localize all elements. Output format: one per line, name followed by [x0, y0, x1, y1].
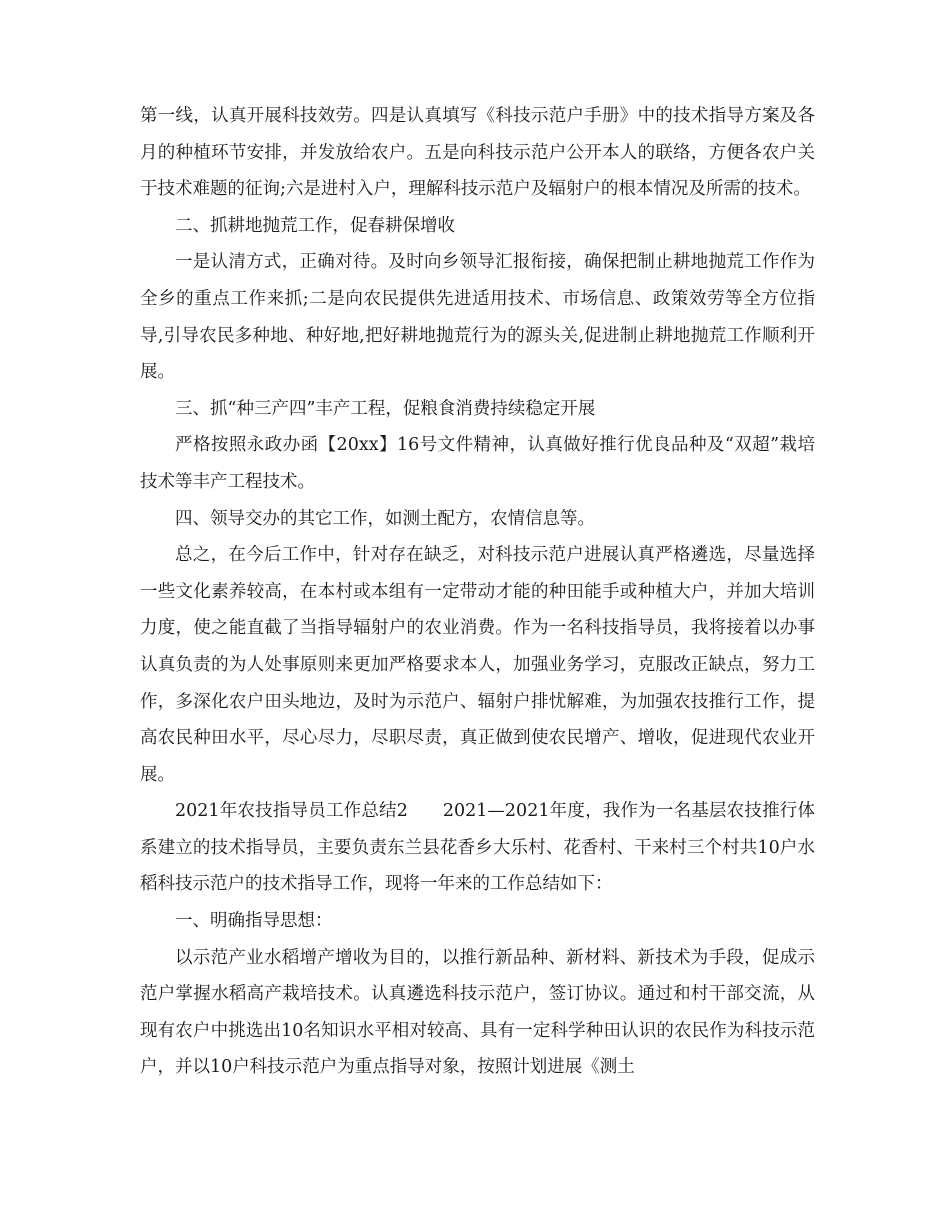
paragraph-farmland: 一是认清方式，正确对待。及时向乡领导汇报衔接，确保把制止耕地抛荒工作作为全乡的重点工作来抓;二是向农民提供先进适用技术、市场信息、政策效劳等全方位指导,引导农民多种地、种好地,把好耕地抛荒行为的源头关,促进制止耕地抛荒工作顺利开展。 — [140, 252, 815, 383]
paragraph-summary: 总之，在今后工作中，针对存在缺乏，对科技示范户进展认真严格遴选，尽量选择一些文化素养较高，在本村或本组有一定带动才能的种田能手或种植大户，并加大培训力度，使之能直截了当指导辐射户的农业消费。作为一名科技指导员，我将接着以办事认真负责的为人处事原则来更加严格要求本人，加强业务学习，克服改正缺点，努力工作，多深化农户田头地边，及时为示范户、辐射户排忧解难，为加强农技推行工作，提高农民种田水平，尽心尽力，尽职尽责，真正做到使农民增产、增收，促进现代农业开展。 — [140, 545, 815, 785]
paragraph-continuation: 第一线，认真开展科技效劳。四是认真填写《科技示范户手册》中的技术指导方案及各月的种植环节安排，并发放给农户。五是向科技示范户公开本人的联络，方便各农户关于技术难题的征询;六是进村入户，理解科技示范户及辐射户的根本情况及所需的技术。 — [140, 106, 815, 200]
section2-subheading: 一、明确指导思想： — [175, 911, 333, 932]
section-heading-other-work: 四、领导交办的其它工作，如测土配方，农情信息等。 — [175, 508, 595, 529]
document-page — [140, 98, 815, 1086]
section-heading-farmland: 二、抓耕地抛荒工作，促春耕保增收 — [175, 215, 455, 236]
paragraph-section2-intro — [140, 793, 815, 903]
paragraph-grain: 严格按照永政办函【20xx】16号文件精神，认真做好推行优良品种及“双超”栽培技术等丰产工程技术。 — [140, 435, 815, 492]
paragraph-guiding-thought: 以示范产业水稻增产增收为目的，以推行新品种、新材料、新技术为手段，促成示范户掌握水稻高产栽培技术。认真遴选科技示范户，签订协议。通过和村干部交流，从现有农户中挑选出10名知识水平相对较高、具有一定科学种田认识的农民作为科技示范户，并以10户科技示范户为重点指导对象，按照计划进展《测土 — [140, 947, 815, 1078]
section2-intro-text: 2021—2021年度，我作为一名基层农技推行体系建立的技术指导员，主要负责东兰县花香乡大乐村、花香村、干来村三个村共10户水稻科技示范户的技术指导工作，现将一年来的工作总结如下： — [140, 801, 815, 895]
section2-heading: 2021年农技指导员工作总结2 — [175, 801, 408, 822]
section-heading-grain: 三、抓“种三产四”丰产工程，促粮食消费持续稳定开展 — [175, 398, 596, 419]
